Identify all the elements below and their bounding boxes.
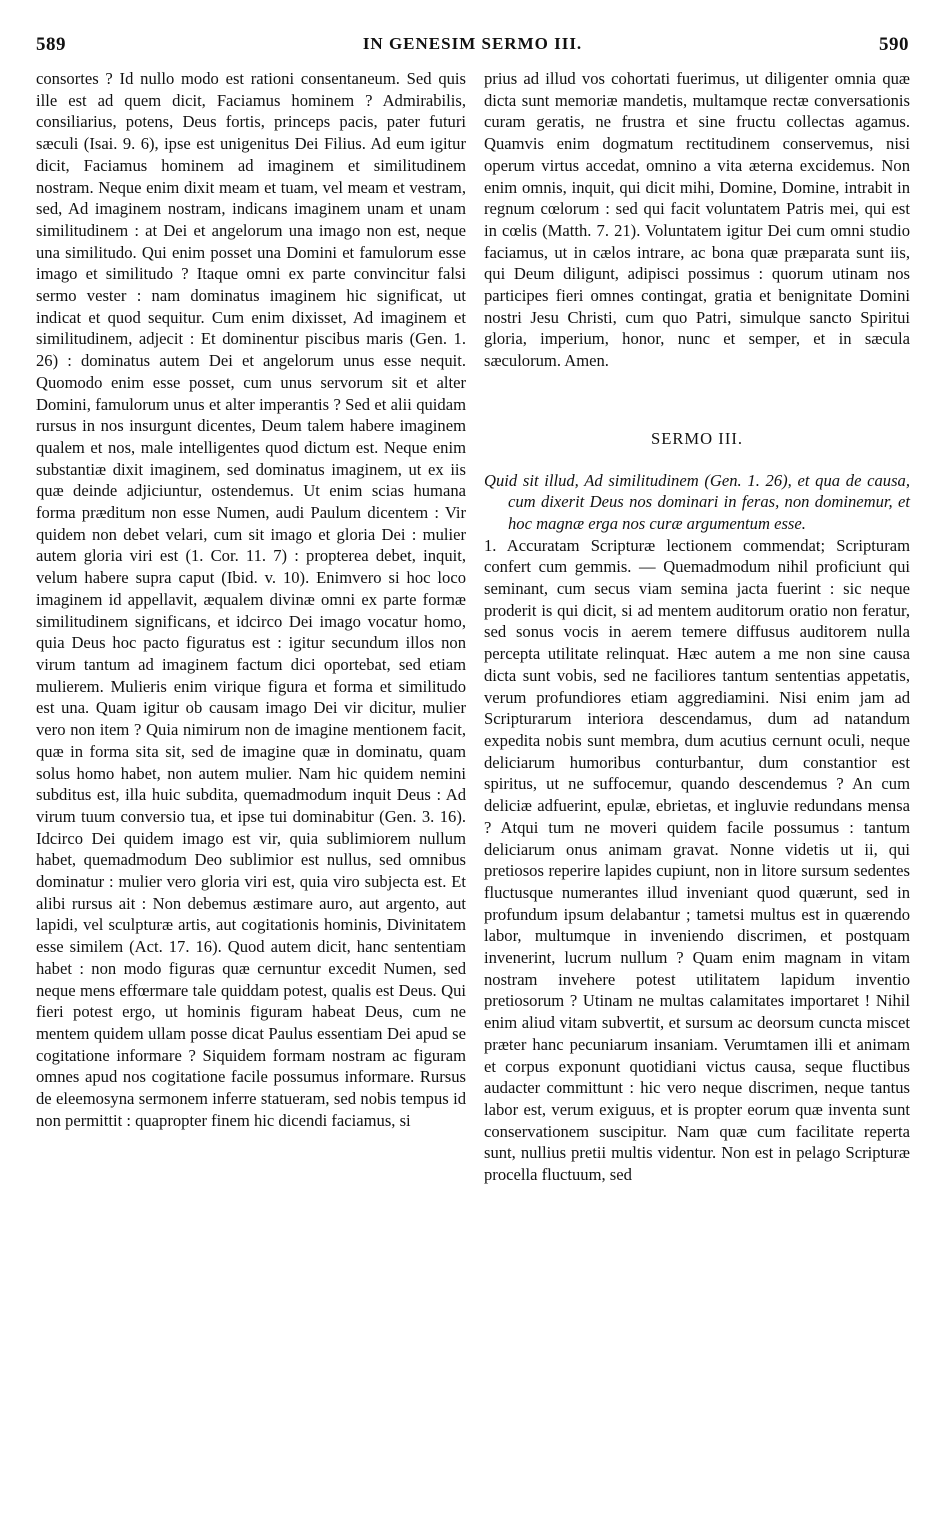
- sermo-summary: Quid sit illud, Ad similitudinem (Gen. 1. 26), et qua de causa, cum dixerit Deus nos dominari in feras, non dominemur, et hoc magnæ erga nos curæ argumentum esse.: [484, 470, 910, 533]
- left-column: [36, 68, 466, 1131]
- left-page-number: 589: [36, 34, 66, 55]
- section-1-text: 1. Accuratam Scripturæ lectionem commendat; Scripturam confert cum gemmis. — Quemadmodum nihil proficiunt qui seminant, cum secus viam semina jacta fuerint : sic neque proderit is qui dicit, si ad mentem auditorum oratio non feratur, sed sonus vocis in aerem temere diffusus auditorem nulla percepta utilitate relinquat. Hæc autem a me non sine causa dicta sunt vobis, sed ne faciliores tantum sententias appetatis, verum profundiores etiam aggrediamini. Nisi enim jam ad Scripturarum interiora descendamus, dum ad natandum expedita nobis sunt membra, dum acutius cernunt oculi, neque deliciarum humoribus conturbantur, dum constantior est spiritus, ut ne suffocemur, quando descendemus ? An cum deliciæ adfuerint, epulæ, ebrietas, et ingluvie redundans mensa ? Atqui tum ne moveri quidem facile possumus : tantum deliciarum onus animam gravat. Nonne videtis ut ii, qui pretiosos reperire lapides cupiunt, non in litore sursum sedentes fluctusque numerantes illud inveniant quod quærunt, sed in profundum ipsum delabantur ; tametsi multus est in quærendo labor, multumque in inveniendo discrimen, et postquam invenerint, lucrum nullum ? Quam enim magnam in vitam nostram invehere potest utilitatem lapidum inventio pretiosorum ? Utinam ne multas calamitates importaret ! Nihil enim aliud vitam subvertit, et sursum ac deorsum cuncta miscet præter hanc pecuniarum insaniam. Verumtamen illi et animam et corpus exponunt quotidiani victus causa, seque fluctibus audacter committunt : hic vero neque discrimen, neque tantus labor est, verum exiguus, et is propter eorum quæ inventa sunt conservationem suscipitur. Nam quæ cum facilitate reperta sunt, nullius pretii multis videntur. Non est in pelago Scripturæ procella fluctuum, sed: [484, 535, 910, 1185]
- running-title: IN GENESIM SERMO III.: [362, 34, 583, 53]
- right-page-number: 590: [879, 34, 909, 55]
- sermo-ii-conclusion: prius ad illud vos cohortati fuerimus, ut diligenter omnia quæ dicta sunt memoriæ mandetis, multamque rectæ conversationis curam geratis, ne frustra et sine fructu collectas agamus. Quamvis enim dogmatum rectitudinem conservemus, nisi operum virtus accedat, omnino a vita æterna excidemus. Non enim omnis, inquit, qui dicit mihi, Domine, Domine, intrabit in regnum cœlorum : sed qui facit voluntatem Patris mei, qui est in cœlis (Matth. 7. 21). Voluntatem igitur Dei cum omni studio faciamus, ut in cælos intrare, ac bona quæ præparata sunt iis, qui Deum diligunt, adipisci possimus : quorum utinam nos participes fieri omnes contingat, gratia et benignitate Domini nostri Jesu Christi, cum quo Patri, simulque sancto Spiritui gloria, imperium, honor, nunc et semper, et in sæcula sæculorum. Amen.: [484, 69, 910, 371]
- right-column: [484, 68, 910, 1186]
- page-header: [36, 34, 909, 62]
- left-column-text: consortes ? Id nullo modo est rationi consentaneum. Sed quis ille est ad quem dicit, Faciamus hominem ? Admirabilis, consiliarius, potens, Deus fortis, princeps pacis, pater futuri sæculi (Isai. 9. 6), ipse est unigenitus Dei Filius. Ad eum igitur dicit, Faciamus hominem ad imaginem et similitudinem nostram. Neque enim dixit meam et tuam, vel meam et vestram, sed, Ad imaginem nostram, indicans imaginem unam et unam similitudinem : at Dei et angelorum una imago non est, neque una similitudo. Qui enim posset una Domini et famulorum esse imago et similitudo ? Itaque omni ex parte convincitur falsi sermo vester : nam dominatus imaginem hic significat, ut indicat et quod sequitur. Cum enim dixisset, Ad imaginem et similitudinem, adjecit : Et dominentur piscibus maris (Gen. 1. 26) : dominatus autem Dei et angelorum unus esse nequit. Quomodo enim esse posset, cum unus servorum sit et alter Domini, famulorum unus et alter imperantis ? Sed et alii quidam rursus in nos insurgunt dicentes, Deum talem habere imaginem qualem et nos, male intelligentes quod dictum est. Neque enim substantiæ dixit imaginem, sed dominatus imaginem, ut ex iis quæ deinde adjiciuntur, ostendemus. Ut enim scias humana forma præditum non esse Numen, audi Paulum dicentem : Vir quidem non debet velari, cum sit imago et gloria Dei : mulier autem gloria viri est (1. Cor. 11. 7) : propterea debet, inquit, velum habere supra caput (Ibid. v. 10). Enimvero si hoc loco imaginem id appellavit, æqualem divinæ omni ex parte formæ similitudinem significans, et idcirco Dei imago vocatur homo, quia Deus hoc pacto figuratus est : igitur secundum illos non virum tantum ad imaginem factum dici oportebat, sed etiam mulierem. Mulieris enim virique figura et forma et similitudo est una. Quam igitur ob causam imago Dei vir dicitur, mulier vero non item ? Quia nimirum non de imagine mentionem facit, quæ in forma sita sit, sed de imagine quæ in dominatu, quam solus homo habet, non autem mulier. Nam hic quidem nemini subditus est, illa huic subdita, quemadmodum inquit Deus : Ad virum tuum conversio tua, et ipse tui dominabitur (Gen. 3. 16). Idcirco Dei quidem imago est vir, quia sublimiorem nullum habet, quemadmodum Deo sublimior est nullus, sed omnibus dominatur : mulier vero gloria viri est, quia viro subjecta est. Et alibi rursus ait : Non debemus æstimare auro, aut argento, aut lapidi, vel sculpturæ artis, aut cogitationis hominis, Divinitatem esse similem (Act. 17. 16). Quod autem dicit, hanc sententiam habet : non modo figuras quæ cernuntur excedit Numen, sed neque mens effœrmare tale quiddam potest, qualis est Deus. Qui fieri potest ergo, ut hominis figuram habeat Deus, cum ne mentem quidem ullam posse dicat Paulus essentiam Dei apud se cogitatione informare ? Siquidem formam nostram ac figuram omnes apud nos cogitatione facile possumus informare. Rursus de eleemosyna sermonem inferre statueram, sed nobis tempus id non permittit : quapropter finem hic dicendi faciamus, si: [36, 69, 466, 1130]
- sermo-title: SERMO III.: [650, 428, 744, 448]
